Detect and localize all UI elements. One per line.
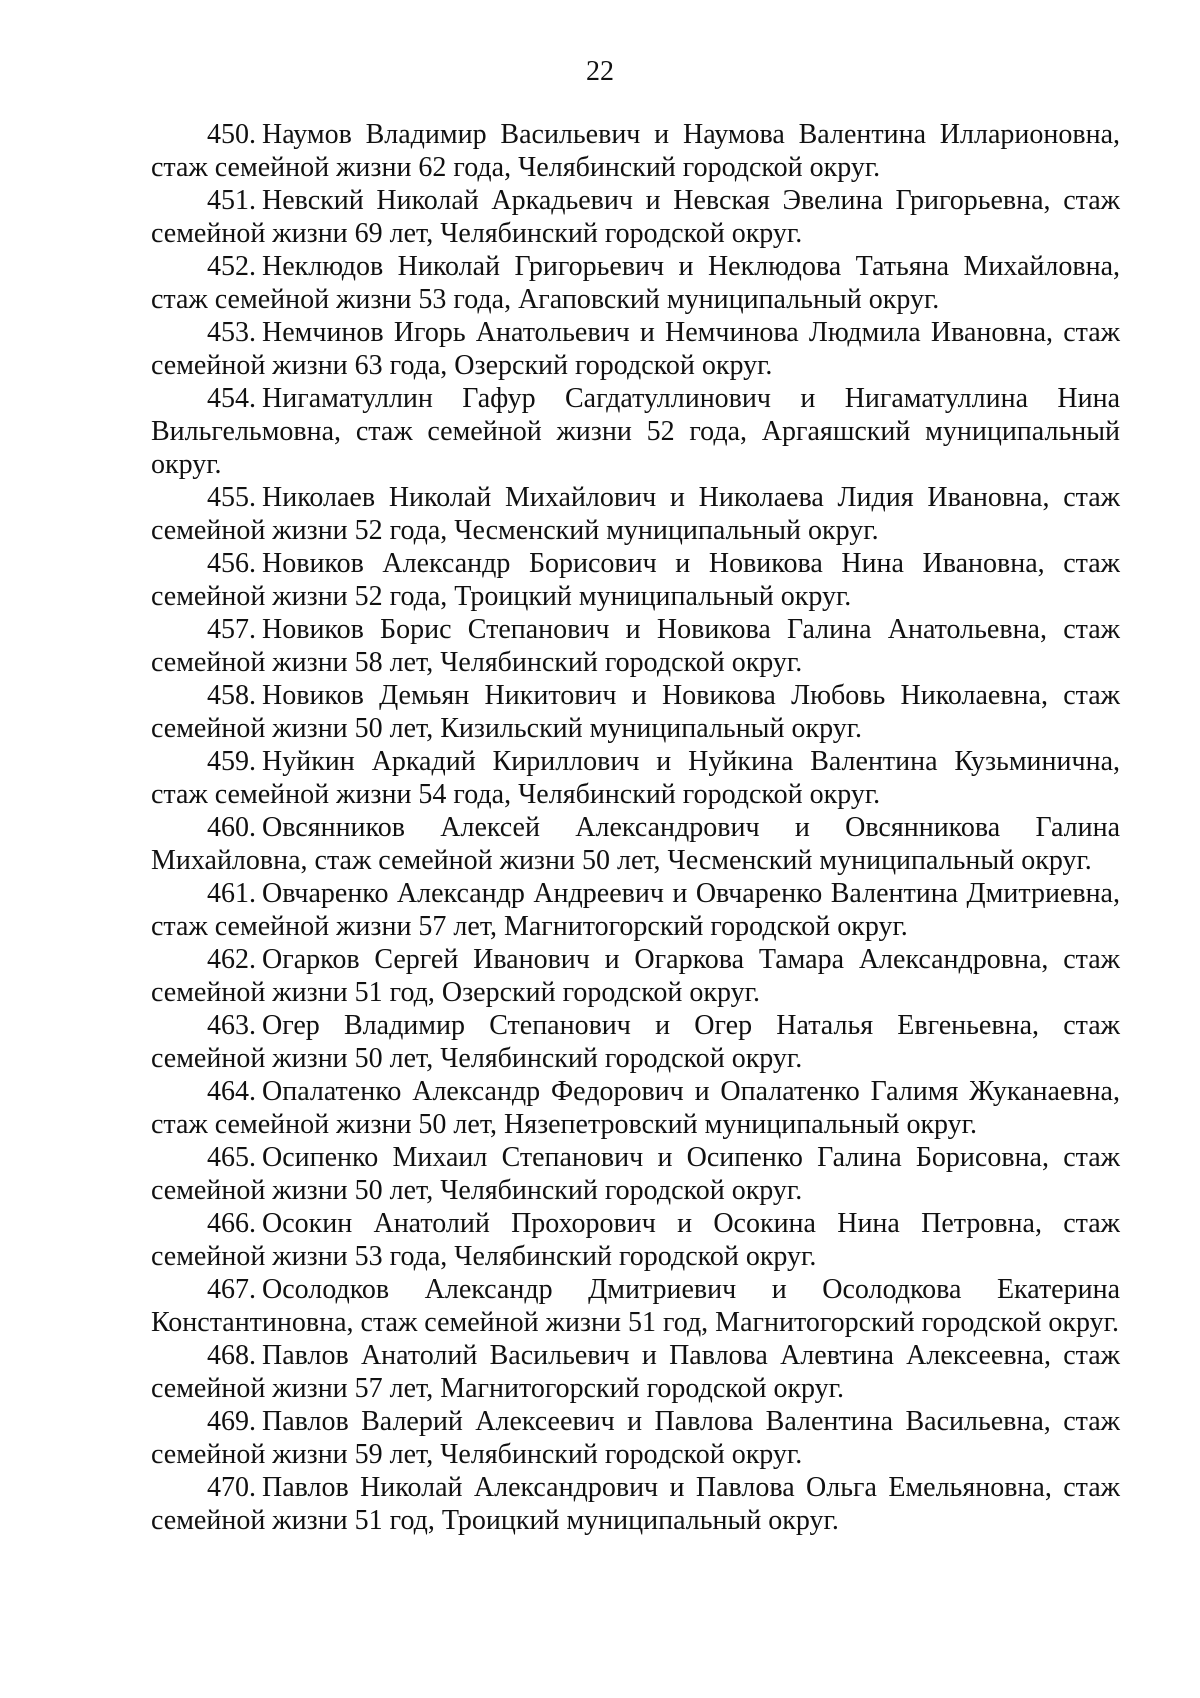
- entry-text: Николаев Николай Михайлович и Николаева Лидия Ивановна, стаж семейной жизни 52 года, Чесменский муниципальный округ.: [151, 482, 1120, 546]
- entry-text: Опалатенко Александр Федорович и Опалатенко Галимя Жуканаевна, стаж семейной жизни 50 лет, Нязепетровский муниципальный округ.: [151, 1076, 1120, 1140]
- list-item: [151, 1075, 1120, 1141]
- list-item: [151, 1471, 1120, 1537]
- entry-number: 457.: [207, 614, 256, 645]
- entry-text: Невский Николай Аркадьевич и Невская Эвелина Григорьевна, стаж семейной жизни 69 лет, Челябинский городской округ.: [151, 185, 1120, 249]
- entry-text: Новиков Борис Степанович и Новикова Галина Анатольевна, стаж семейной жизни 58 лет, Челябинский городской округ.: [151, 614, 1120, 678]
- list-item: [151, 547, 1120, 613]
- entry-number: 455.: [207, 482, 256, 513]
- entry-text: Немчинов Игорь Анатольевич и Немчинова Людмила Ивановна, стаж семейной жизни 63 года, Озерский городской округ.: [151, 317, 1120, 381]
- entry-number: 458.: [207, 680, 256, 711]
- entry-number: 453.: [207, 317, 256, 348]
- list-item: [151, 1273, 1120, 1339]
- list-item: [151, 679, 1120, 745]
- list-item: [151, 877, 1120, 943]
- list-item: [151, 1009, 1120, 1075]
- entry-number: 461.: [207, 878, 256, 909]
- entry-number: 459.: [207, 746, 256, 777]
- entry-number: 451.: [207, 185, 256, 216]
- list-item: [151, 943, 1120, 1009]
- entry-number: 464.: [207, 1076, 256, 1107]
- entry-text: Павлов Николай Александрович и Павлова Ольга Емельяновна, стаж семейной жизни 51 год, Троицкий муниципальный округ.: [151, 1472, 1120, 1536]
- entry-text: Новиков Александр Борисович и Новикова Нина Ивановна, стаж семейной жизни 52 года, Троицкий муниципальный округ.: [151, 548, 1120, 612]
- entry-number: 462.: [207, 944, 256, 975]
- entry-number: 460.: [207, 812, 256, 843]
- entry-text: Нуйкин Аркадий Кириллович и Нуйкина Валентина Кузьминична, стаж семейной жизни 54 года, Челябинский городской округ.: [151, 746, 1120, 810]
- entry-text: Овчаренко Александр Андреевич и Овчаренко Валентина Дмитриевна, стаж семейной жизни 57 лет, Магнитогорский городской округ.: [151, 878, 1120, 942]
- entry-number: 450.: [207, 119, 256, 150]
- entry-number: 465.: [207, 1142, 256, 1173]
- entry-text: Наумов Владимир Васильевич и Наумова Валентина Илларионовна, стаж семейной жизни 62 года, Челябинский городской округ.: [151, 119, 1120, 183]
- list-item: [151, 1141, 1120, 1207]
- entry-text: Павлов Валерий Алексеевич и Павлова Валентина Васильевна, стаж семейной жизни 59 лет, Челябинский городской округ.: [151, 1406, 1120, 1470]
- entry-text: Новиков Демьян Никитович и Новикова Любовь Николаевна, стаж семейной жизни 50 лет, Кизильский муниципальный округ.: [151, 680, 1120, 744]
- list-item: [151, 1339, 1120, 1405]
- entry-number: 454.: [207, 383, 256, 414]
- list-item: [151, 481, 1120, 547]
- list-item: [151, 1207, 1120, 1273]
- entry-text: Овсянников Алексей Александрович и Овсянникова Галина Михайловна, стаж семейной жизни 50 лет, Чесменский муниципальный округ.: [151, 812, 1120, 876]
- entry-number: 466.: [207, 1208, 256, 1239]
- list-item: [151, 613, 1120, 679]
- list-item: [151, 382, 1120, 481]
- entry-text: Неклюдов Николай Григорьевич и Неклюдова Татьяна Михайловна, стаж семейной жизни 53 года, Агаповский муниципальный округ.: [151, 251, 1120, 315]
- entry-text: Осокин Анатолий Прохорович и Осокина Нина Петровна, стаж семейной жизни 53 года, Челябинский городской округ.: [151, 1208, 1120, 1272]
- list-item: [151, 1405, 1120, 1471]
- entry-number: 468.: [207, 1340, 256, 1371]
- list-item: [151, 250, 1120, 316]
- page-number: 22: [586, 56, 614, 87]
- list-item: [151, 811, 1120, 877]
- list-item: [151, 118, 1120, 184]
- entry-text: Осолодков Александр Дмитриевич и Осолодкова Екатерина Константиновна, стаж семейной жизни 51 год, Магнитогорский городской округ.: [151, 1274, 1120, 1338]
- entry-list: [151, 118, 1120, 1537]
- entry-number: 470.: [207, 1472, 256, 1503]
- list-item: [151, 745, 1120, 811]
- entry-text: Нигаматуллин Гафур Сагдатуллинович и Нигаматуллина Нина Вильгельмовна, стаж семейной жизни 52 года, Аргаяшский муниципальный округ.: [151, 383, 1120, 480]
- entry-text: Огер Владимир Степанович и Огер Наталья Евгеньевна, стаж семейной жизни 50 лет, Челябинский городской округ.: [151, 1010, 1120, 1074]
- entry-text: Огарков Сергей Иванович и Огаркова Тамара Александровна, стаж семейной жизни 51 год, Озерский городской округ.: [151, 944, 1120, 1008]
- entry-number: 469.: [207, 1406, 256, 1437]
- entry-number: 456.: [207, 548, 256, 579]
- entry-text: Осипенко Михаил Степанович и Осипенко Галина Борисовна, стаж семейной жизни 50 лет, Челябинский городской округ.: [151, 1142, 1120, 1206]
- entry-text: Павлов Анатолий Васильевич и Павлова Алевтина Алексеевна, стаж семейной жизни 57 лет, Магнитогорский городской округ.: [151, 1340, 1120, 1404]
- list-item: [151, 316, 1120, 382]
- entry-number: 463.: [207, 1010, 256, 1041]
- entry-number: 452.: [207, 251, 256, 282]
- list-item: [151, 184, 1120, 250]
- entry-number: 467.: [207, 1274, 256, 1305]
